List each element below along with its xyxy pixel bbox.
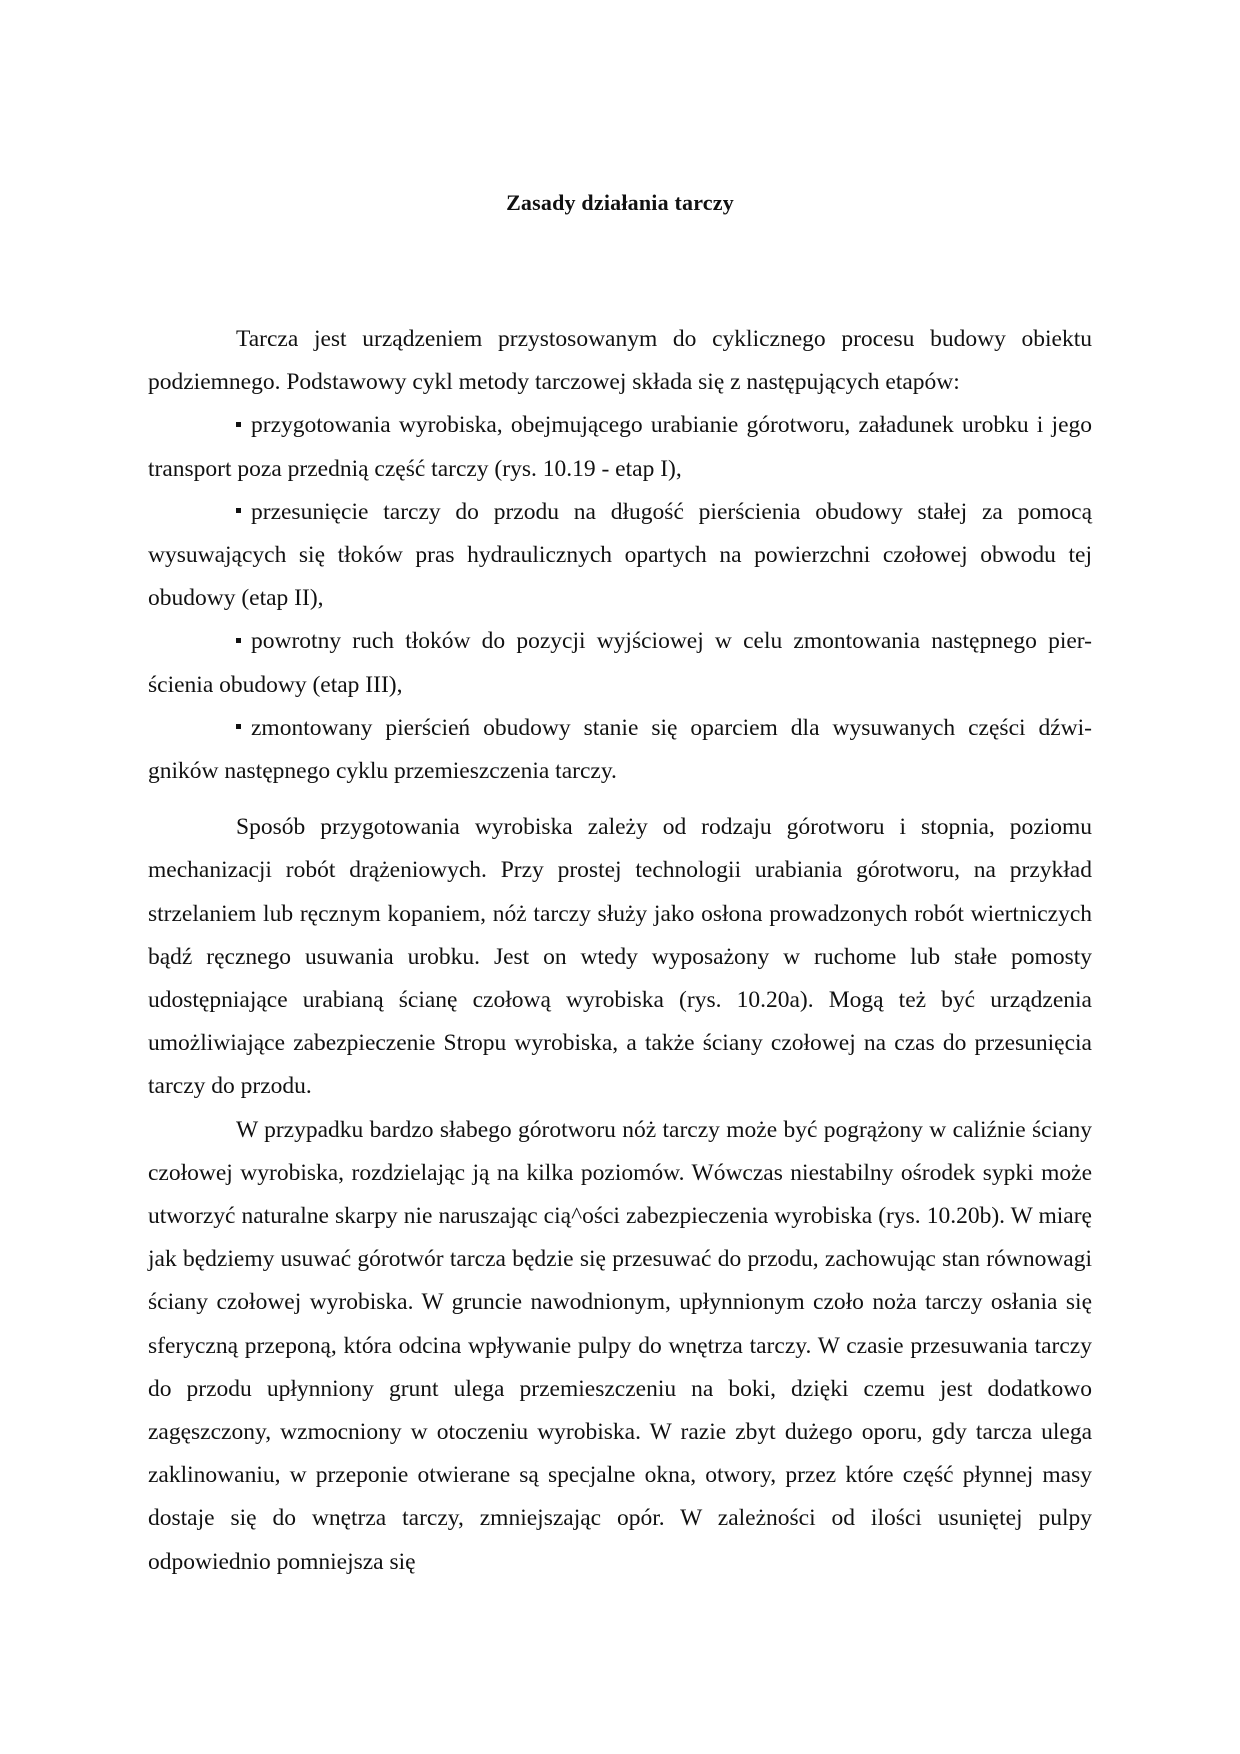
bullet-item	[148, 620, 1092, 706]
intro-paragraph: Tarcza jest urządzeniem przystosowanym do cyklicznego procesu budowy obiektu podziemnego. Podstawowy cykl metody tarczowej składa się z następujących etapów:	[148, 326, 1092, 396]
bullet-item	[148, 707, 1092, 793]
bullet-text: powrotny ruch tłoków do pozycji wyjściowej w celu zmontowania następnego pier-ścienia obudowy (etap III),	[148, 628, 1092, 698]
bullet-icon	[236, 724, 241, 729]
bullet-icon	[236, 638, 241, 643]
bullet-icon	[236, 508, 241, 513]
document-title: Zasady działania tarczy	[506, 190, 734, 215]
bullet-text: przesunięcie tarczy do przodu na długość pierścienia obudowy stałej za pomocą wysuwających się tłoków pras hydraulicznych opartych na powierzchni czołowej obwodu tej obudowy (etap II),	[148, 498, 1092, 612]
bullet-icon	[236, 422, 241, 427]
document-body	[148, 318, 1092, 1584]
body-paragraph: Sposób przygotowania wyrobiska zależy od rodzaju górotworu i stopnia, poziomu mechanizacji robót drążeniowych. Przy prostej technologii urabiania górotworu, na przykład strzelaniem lub ręcznym kopaniem, nóż tarczy służy jako osłona prowadzonych robót wiertniczych bądź ręcznego usuwania urobku. Jest on wtedy wyposażony w ruchome lub stałe pomosty udostępniające urabianą ścianę czołową wyrobiska (rys. 10.20a). Mogą też być urządzenia umożliwiające zabezpieczenie Stropu wyrobiska, a także ściany czołowej na czas do przesunięcia tarczy do przodu.	[148, 814, 1092, 1100]
bullet-text: przygotowania wyrobiska, obejmującego urabianie górotworu, załadunek urobku i jego transport poza przednią część tarczy (rys. 10.19 - etap I),	[148, 412, 1092, 482]
bullet-text: zmontowany pierścień obudowy stanie się oparciem dla wysuwanych części dźwi-gników następnego cyklu przemieszczenia tarczy.	[148, 714, 1092, 785]
bullet-item	[148, 404, 1092, 490]
bullet-item	[148, 491, 1092, 621]
body-paragraph: W przypadku bardzo słabego górotworu nóż tarczy może być pogrążony w caliźnie ściany czołowej wyrobiska, rozdzielając ją na kilka poziomów. Wówczas niestabilny ośrodek sypki może utworzyć naturalne skarpy nie naruszając cią^ości zabezpieczenia wyrobiska (rys. 10.20b). W miarę jak będziemy usuwać górotwór tarcza będzie się przesuwać do przodu, zachowując stan równowagi ściany czołowej wyrobiska. W gruncie nawodnionym, upłynnionym czoło noża tarczy osłania się sferyczną przeponą, która odcina wpływanie pulpy do wnętrza tarczy. W czasie przesuwania tarczy do przodu upłynniony grunt ulega przemieszczeniu na boki, dzięki czemu jest dodatkowo zagęszczony, wzmocniony w otoczeniu wyrobiska. W razie zbyt dużego oporu, gdy tarcza ulega zaklinowaniu, w przeponie otwierane są specjalne okna, otwory, przez które część płynnej masy dostaje się do wnętrza tarczy, zmniejszając opór. W zależności od ilości usuniętej pulpy odpowiednio pomniejsza się	[148, 1116, 1092, 1575]
